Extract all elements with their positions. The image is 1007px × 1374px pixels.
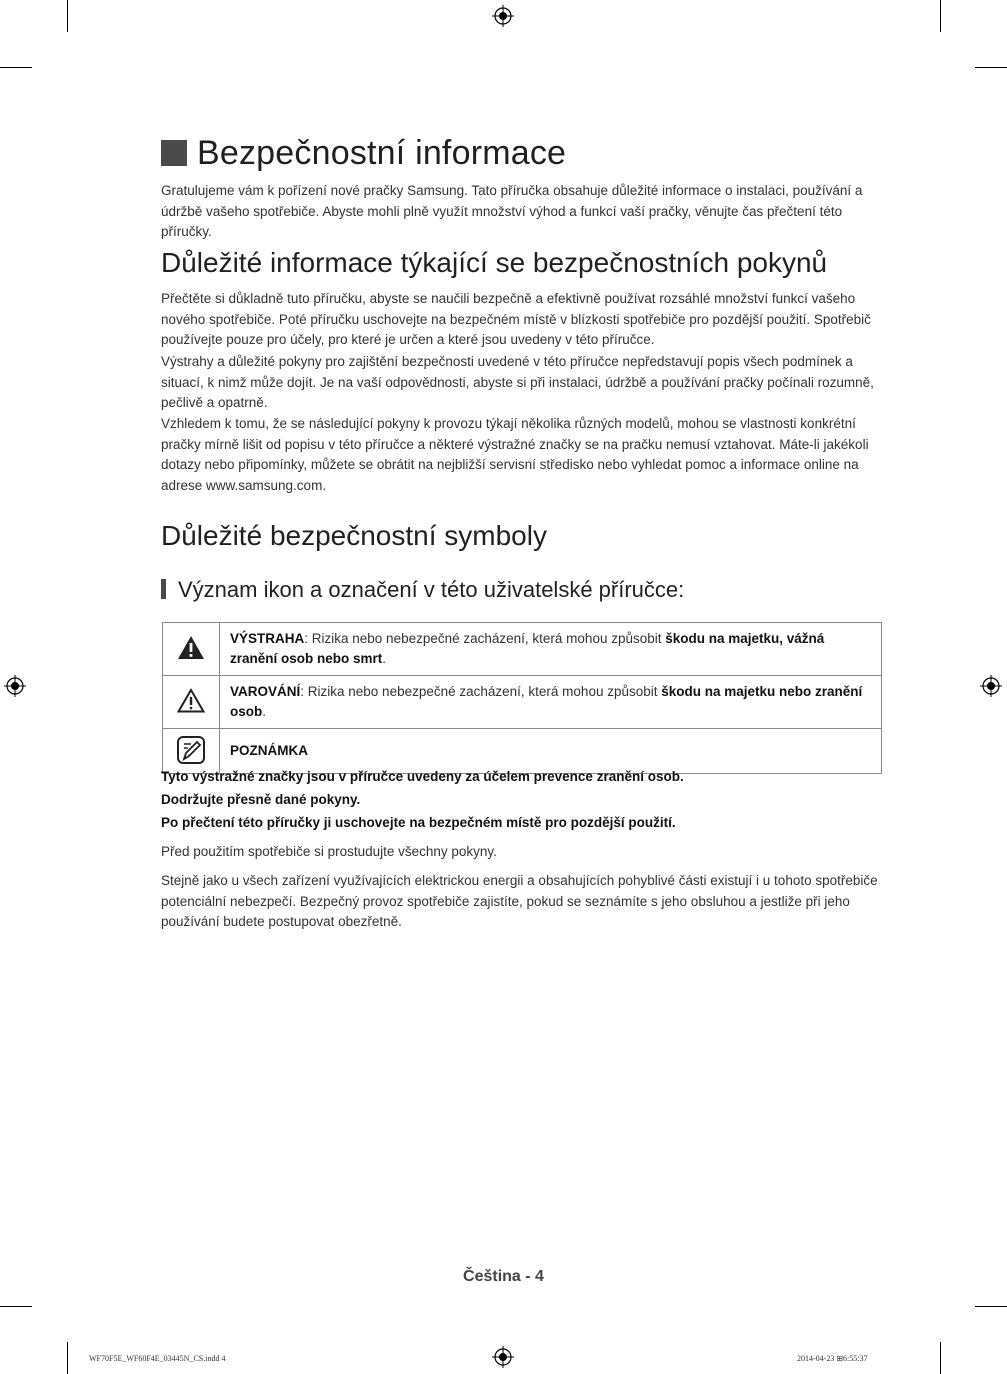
file-slug: WF70F5E_WF60F4E_03445N_CS.indd 4: [89, 1354, 226, 1363]
caution-text: : Rizika nebo nebezpečné zacházení, která mohou způsobit: [300, 684, 662, 699]
subheading-bar-icon: [161, 579, 166, 599]
section-heading-symbols: Důležité bezpečnostní symboly: [161, 520, 547, 551]
warning-bold-text: škodu na majetku, vážná zranění osob nebo smrt: [230, 631, 825, 666]
note-label: POZNÁMKA: [230, 743, 308, 758]
page-number: Čeština - 4: [463, 1268, 544, 1285]
paragraph: Vzhledem k tomu, že se následující pokyny k provozu týkají několika různých modelů, mohou se vlastnosti konkrétní pračky mírně lišit od popisu v této příručce a některé výstražné značky se na pračku nemusí vztahovat. Máte-li jakékoli dotazy nebo připomínky, můžete se obrátit na nejbližší servisní středisko nebo vyhledat pomoc a informace online na adrese www.samsung.com.: [161, 416, 869, 493]
crop-mark: [940, 1342, 941, 1374]
paragraph: Před použitím spotřebiče si prostudujte všechny pokyny.: [161, 844, 497, 859]
intro-paragraph: Gratulujeme vám k pořízení nové pračky Samsung. Tato příručka obsahuje důležité informace o instalaci, používání a údržbě vašeho spotřebiče. Abyste mohli plně využít množství výhod a funkcí vaší pračky, věnujte čas přečtení této příručky.: [161, 183, 863, 239]
caution-bold-text: škodu na majetku nebo zranění osob: [230, 684, 863, 719]
page-title-text: Bezpečnostní informace: [197, 134, 567, 172]
title-square-icon: [161, 140, 187, 166]
page-title: [161, 132, 566, 174]
note-pencil-icon: [176, 735, 206, 765]
caution-label: VAROVÁNÍ: [230, 684, 301, 699]
crop-mark: [0, 67, 32, 68]
symbols-table: [162, 622, 882, 774]
bold-notice: Tyto výstražné značky jsou v příručce uvedeny za účelem prevence zranění osob.: [161, 769, 684, 784]
paragraph: Výstrahy a důležité pokyny pro zajištění bezpečnosti uvedené v této příručce nepředstavují popis všech podmínek a situací, k nimž může dojít. Je na vaší odpovědnosti, abyste si při instalaci, údržbě a používání pračky počínali rozumně, pečlivě a opatrně.: [161, 354, 874, 410]
registration-mark-icon: [492, 1346, 514, 1368]
bold-notice: Dodržujte přesně dané pokyny.: [161, 792, 361, 807]
table-row: [163, 623, 882, 676]
sentence-end: .: [382, 651, 387, 666]
crop-mark: [67, 1342, 68, 1374]
crop-mark: [975, 1306, 1007, 1307]
subheading-text: Význam ikon a označení v této uživatelské příručce:: [178, 577, 685, 602]
bold-notice: Po přečtení této příručky ji uschovejte na bezpečném místě pro pozdější použití.: [161, 815, 676, 830]
crop-mark: [67, 0, 68, 32]
table-row: [163, 676, 882, 729]
warning-label: VÝSTRAHA: [230, 631, 305, 646]
crop-mark: [940, 0, 941, 32]
subheading: [161, 576, 684, 604]
caution-outline-icon: [177, 688, 205, 713]
registration-mark-icon: [4, 675, 26, 697]
paragraph: Stejně jako u všech zařízení využívajících elektrickou energii a obsahujících pohyblivé části existují i u tohoto spotřebiče potenciální nebezpečí. Bezpečný provoz spotřebiče zajistíte, pokud se seznámíte s jeho obsluhou a jestliže při jeho používání budete postupovat obezřetně.: [161, 873, 878, 929]
registration-mark-icon: [980, 675, 1002, 697]
section-heading-instructions: Důležité informace týkající se bezpečnostních pokynů: [161, 247, 828, 278]
warning-text: : Rizika nebo nebezpečné zacházení, která mohou způsobit: [304, 631, 666, 646]
crop-mark: [0, 1306, 32, 1307]
timestamp-slug: 2014-04-23 ⊞6:55:37: [797, 1354, 868, 1363]
crop-mark: [975, 67, 1007, 68]
warning-filled-icon: [177, 635, 205, 660]
registration-mark-icon: [492, 5, 514, 27]
paragraph: Přečtěte si důkladně tuto příručku, abyste se naučili bezpečně a efektivně používat rozsáhlé množství funkcí vašeho nového spotřebiče. Poté příručku uschovejte na bezpečném místě v blízkosti spotřebiče pro pozdější použití. Spotřebič používejte pouze pro účely, pro které je určen a které jsou uvedeny v této příručce.: [161, 291, 871, 347]
sentence-end: .: [262, 704, 267, 719]
